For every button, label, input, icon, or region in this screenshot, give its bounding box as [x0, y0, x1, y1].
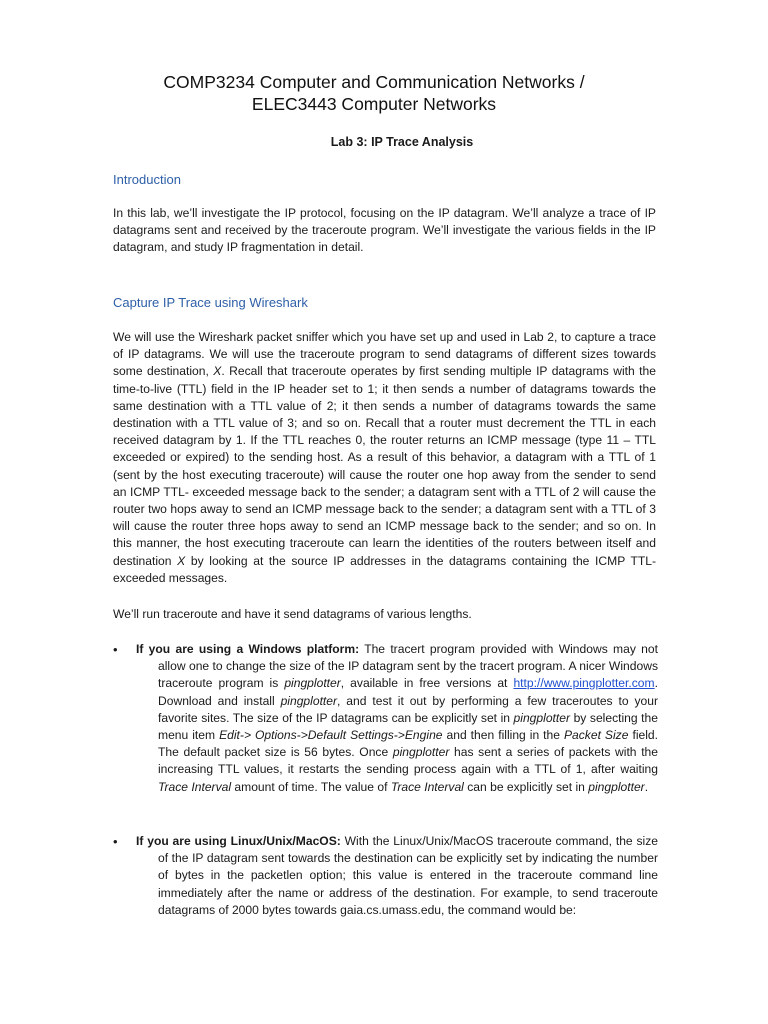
capture-paragraph [113, 329, 656, 587]
windows-bullet-text [113, 641, 658, 796]
pingplotter-term: pingplotter [513, 710, 571, 725]
course-title-line2: ELEC3443 Computer Networks [251, 94, 497, 114]
destination-x: X [213, 364, 222, 379]
linux-bullet [113, 833, 658, 919]
linux-bullet-text [113, 833, 658, 919]
capture-heading: Capture IP Trace using Wireshark [113, 295, 308, 310]
pingplotter-term: pingplotter [392, 745, 450, 760]
capture-text-part3: by looking at the source IP addresses in the datagrams containing the ICMP TTL-exceeded messages. [113, 553, 657, 585]
bullet-icon: • [113, 642, 118, 657]
windows-text-4: , and test it out by performing a few traceroutes to your favorite sites. The size of the IP datagrams can be explicitly set in [158, 693, 658, 725]
pingplotter-term: pingplotter [280, 693, 338, 708]
course-title-line1: COMP3234 Computer and Communication Networks / [163, 72, 585, 92]
windows-bullet [113, 641, 658, 796]
run-traceroute-paragraph: We’ll run traceroute and have it send datagrams of various lengths. [113, 607, 472, 621]
bullet-icon: • [113, 834, 118, 849]
windows-label: If you are using a Windows platform: [136, 642, 360, 656]
introduction-heading: Introduction [113, 172, 181, 187]
linux-label: If you are using Linux/Unix/MacOS: [136, 834, 341, 848]
introduction-paragraph: In this lab, we’ll investigate the IP protocol, focusing on the IP datagram. We’ll analyze a trace of IP datagrams sent and received by the traceroute program. We’ll investigate the various fields in the IP datagram, and study IP fragmentation in detail. [113, 206, 656, 255]
linux-text: With the Linux/Unix/MacOS traceroute command, the size of the IP datagram sent towards the destination can be explicitly set by indicating the number of bytes in the packetlen option; this value is entered in the traceroute command line immediately after the name or address of the destination. For example, to send traceroute datagrams of 2000 bytes towards gaia.cs.umass.edu, the command would be: [158, 834, 658, 917]
windows-text-2: , available in free versions at [340, 676, 514, 691]
trace-interval-term: Trace Interval [390, 779, 464, 794]
pingplotter-term: pingplotter [588, 779, 645, 794]
capture-text-part1: We will use the Wireshark packet sniffer which you have set up and used in Lab 2, to capture a trace of IP datagrams. We will use the traceroute program to send datagrams of different sizes towards some destination, [113, 330, 656, 379]
windows-text-6: and then filling in the [442, 728, 564, 743]
windows-text-1: The tracert program provided with Windows may not allow one to change the size of the IP datagram sent by the tracert program. A nicer Windows traceroute program is [158, 642, 658, 691]
destination-x-2: X [177, 553, 186, 568]
trace-interval-term: Trace Interval [158, 779, 232, 794]
menu-path: Edit-> Options->Default Settings->Engine [219, 728, 443, 743]
capture-text-part2: . Recall that traceroute operates by first sending multiple IP datagrams with the time-to-live (TTL) field in the IP header set to 1; it then sends a number of datagrams towards the same destination with a TTL value of 2; it then sends a number of datagrams towards the same destination with a TTL value of 3; and so on. Recall that a router must decrement the TTL in each received datagram by 1. If the TTL reaches 0, the router returns an ICMP message (type 11 – TTL exceeded or expired) to the sending host. As a result of this behavior, a datagram with a TTL of 1 (sent by the host executing traceroute) will cause the router one hop away from the sender to send an ICMP TTL- exceeded message back to the sender; a datagram sent with a TTL of 2 will cause the router two hops away to send an ICMP message back to the sender; a datagram sent with a TTL of 3 will cause the router three hops away to send an ICMP message back to the sender; and so on. In this manner, the host executing traceroute can learn the identities of the routers between itself and destination [113, 364, 656, 568]
windows-text-7: field. The default packet size is 56 bytes. Once [158, 728, 659, 760]
windows-text-3: . Download and install [158, 676, 658, 708]
lab-title: Lab 3: IP Trace Analysis [330, 135, 474, 149]
windows-text-10: can be explicitly set in [463, 779, 589, 794]
windows-text-8: has sent a series of packets with the increasing TTL values, it restarts the sending process again with a TTL of 1, after waiting [158, 745, 659, 777]
pingplotter-link[interactable]: http://www.pingplotter.com [513, 676, 655, 691]
course-title [0, 71, 748, 115]
windows-text-5: by selecting the menu item [158, 710, 658, 743]
windows-text-9: amount of time. The value of [231, 779, 391, 794]
windows-text-11: . [644, 779, 649, 794]
packet-size-term: Packet Size [563, 728, 629, 743]
pingplotter-term: pingplotter [284, 676, 341, 691]
